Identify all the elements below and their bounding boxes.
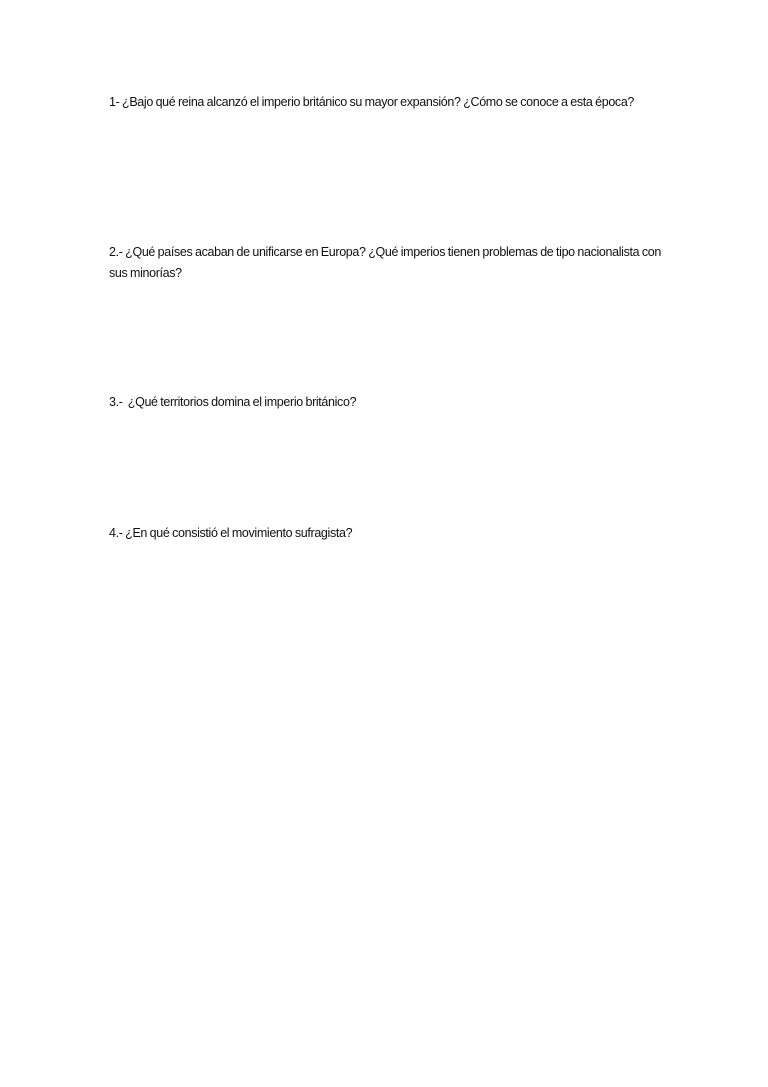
question-3-text: 3.- ¿Qué territorios domina el imperio británico? [109,395,357,409]
question-4 [109,523,669,544]
question-1 [109,92,669,113]
question-2 [109,242,669,284]
question-2-text: 2.- ¿Qué países acaban de unificarse en Europa? ¿Qué imperios tienen problemas de tipo nacionalista con sus minorías? [109,245,661,280]
question-4-text: 4.- ¿En qué consistió el movimiento sufragista? [109,526,353,540]
question-3 [109,392,669,413]
question-1-text: 1- ¿Bajo qué reina alcanzó el imperio británico su mayor expansión? ¿Cómo se conoce a esta época? [109,95,635,109]
